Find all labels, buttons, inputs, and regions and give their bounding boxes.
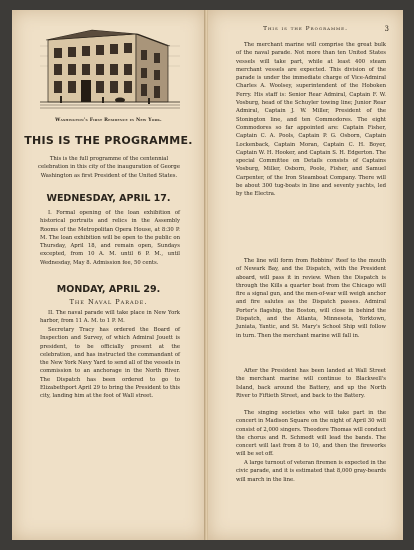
engraving-caption: Washington's First Residence in New York. <box>55 118 162 123</box>
day-heading-april-17: WEDNESDAY, APRIL 17. <box>46 193 171 204</box>
loan-exhibition-paragraph: I. Formal opening of the loan exhibition of historical portraits and relics in the Assembly Rooms of the Metropolitan Opera House, at 8:30 P. M. The loan exhibition will be open to the public on Thursday, April 18, and remain open, Sundays excepted, from 10 A. M. until 6 P. M., until Wednesday, May 8. Admission fee, 50 cents. <box>40 210 180 266</box>
singing-societies-paragraph: The singing societies who will take part in the concert in Madison Square on the night of April 30 will consist of 2,000 singers. Theodore Thomas will conduct the chorus and R. Schmedt will lead the bands. The concert will last from 8 to 10, and then the fireworks will be set off. <box>236 410 386 458</box>
line-formation-paragraph: The line will form from Robbins' Reef to the mouth of Newark Bay, and the Dispatch, with the President aboard, will pass it in review. When the Dispatch is through the Kills a quarter boat from the Chicago will fire a signal gun, and the men-of-war will weigh anchor and fire salutes as the Dispatch passes. Admiral Porter's flagship, the Boston, will close in behind the Dispatch, and the Atlanta, Minnesota, Yorktown, Juniata, Yantic, and St. Mary's School Ship will follow in turn. Then the merchant marine will fall in. <box>236 258 386 339</box>
page-title: THIS IS THE PROGRAMME. <box>24 134 193 147</box>
running-head: This is the Programme. <box>263 26 348 32</box>
naval-parade-paragraph: II. The naval parade will take place in New York harbor, from 11 A. M. to 1 P. M. <box>40 310 180 325</box>
secretary-tracy-paragraph: Secretary Tracy has ordered the Board of Inspection and Survey, of which Admiral Jouett is president, to be officially present at the celebration, and has instructed the commandant of the New York Navy Yard to send all of the vessels in commission to an anchorage in the North River. The Dispatch has been ordered to go to Elizabethport April 29 to bring the President to this city, landing him at the foot of Wall street. <box>40 327 180 400</box>
washington-residence-engraving <box>40 26 180 112</box>
page-number: 3 <box>384 25 389 33</box>
naval-parade-subheading: The Naval Parade. <box>69 298 148 306</box>
wall-street-landing-paragraph: After the President has been landed at Wall Street the merchant marine will continue to Blackwell's Island, back around the Battery, and up the North River to Fiftieth Street, and back to the Battery. <box>236 368 386 399</box>
veteran-firemen-paragraph: A large turnout of veteran firemen is expected in the civic parade, and it is estimated that 8,000 gray-beards will march in the line. <box>236 460 386 483</box>
intro-paragraph: This is the full programme of the centennial celebration in this city of the inauguration of George Washington as first President of the United States. <box>38 156 180 179</box>
merchant-marine-paragraph: The merchant marine will comprise the great bulk of the naval parade. Not more than ten United States vessels will take part, while at least 400 steam merchant vessels are expected. This division of the parade is under the immediate charge of Vice-Admiral Charles A. Woolsey, superintendent of the Hoboken Ferry. His staff is: Senior Rear Admiral, Captain F. W. Vosburg, head of the Schuyler towing line; Junior Rear Admiral, Captain J. W. Miller, President of the Stonington line, and ten Commodores. The eight Commodores so far appointed are: Captain Fisher, Captain C. A. Pools, Captain P. G. Osborn, Captain Lockenback, Captain Moran, Captain C. H. Boyer, Captain W. H. Hooker, and Captain S. H. Edgerton. The special Committee on Details consists of Captains Vosburg, Miller, Osborn, Poole, Fisher, and Samuel Carpenter, of the Iron Steamboat Company. There will be about 300 tug-boats in line and seventy yachts, led by the Electra. <box>236 42 386 198</box>
right-page <box>208 10 403 540</box>
day-heading-april-29: MONDAY, APRIL 29. <box>56 284 161 295</box>
left-page <box>12 10 205 540</box>
